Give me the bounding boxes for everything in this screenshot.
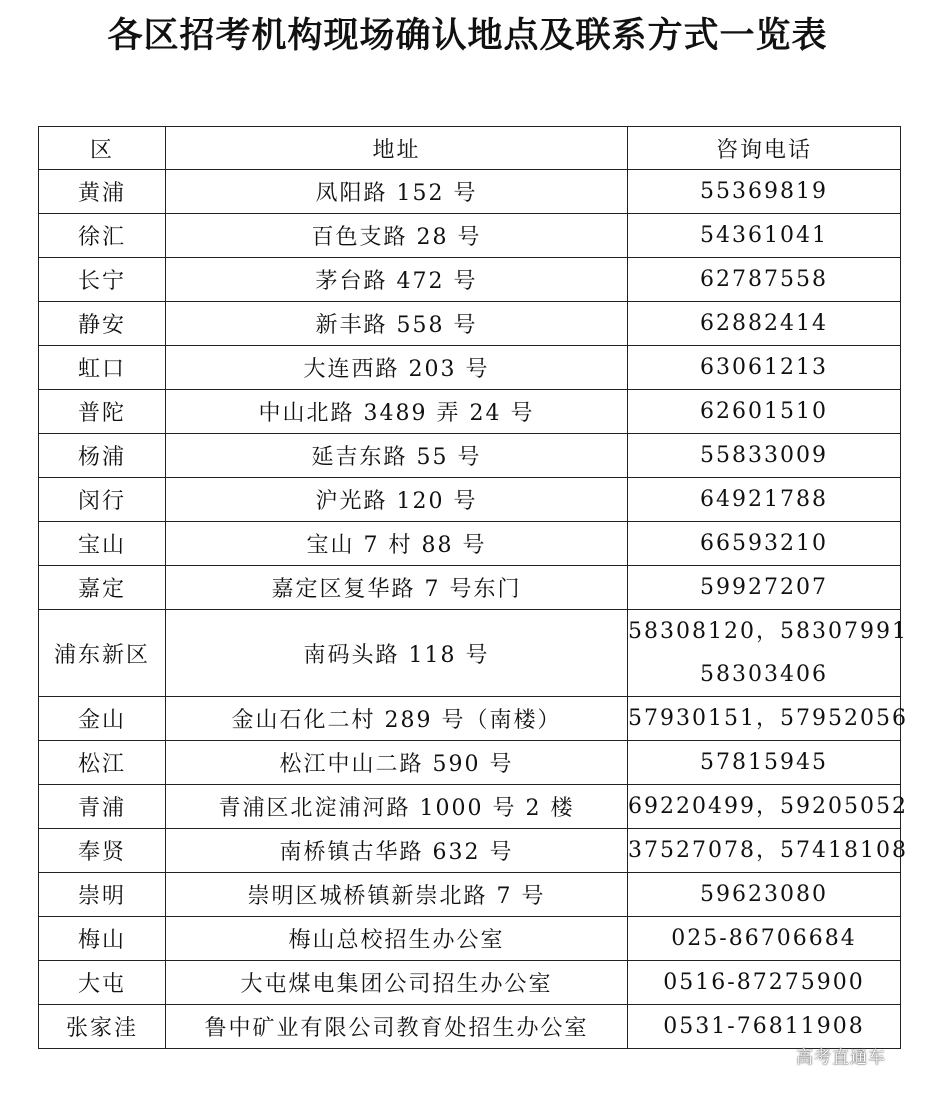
district-cell: 梅山 [39,917,166,961]
phone-cell [628,390,901,434]
table-row [39,302,901,346]
phone-number: 55833009 [700,443,828,468]
phone-number: 0516-87275900 [663,970,865,995]
table-row [39,346,901,390]
address-cell: 宝山 7 村 88 号 [166,522,628,566]
address-cell: 沪光路 120 号 [166,478,628,522]
phone-cell [628,1005,901,1049]
address-cell: 大连西路 203 号 [166,346,628,390]
phone-cell [628,302,901,346]
district-cell: 奉贤 [39,829,166,873]
table-row [39,697,901,741]
district-cell: 黄浦 [39,170,166,214]
phone-number: 59927207 [700,575,828,600]
document-title: 各区招考机构现场确认地点及联系方式一览表 [107,16,828,56]
table-row [39,258,901,302]
table-body [39,170,908,1049]
district-cell: 金山 [39,697,166,741]
phone-cell [628,697,908,741]
address-cell: 鲁中矿业有限公司教育处招生办公室 [166,1005,628,1049]
district-cell: 杨浦 [39,434,166,478]
table-header-row [39,127,901,170]
address-cell: 凤阳路 152 号 [166,170,628,214]
address-cell: 青浦区北淀浦河路 1000 号 2 楼 [166,785,628,829]
phone-number: 55369819 [700,179,828,204]
header-address: 地址 [166,127,628,170]
phone-number: 64921788 [700,487,828,512]
address-cell: 松江中山二路 590 号 [166,741,628,785]
table-row [39,566,901,610]
phone-number: 59623080 [700,882,828,907]
address-cell: 中山北路 3489 弄 24 号 [166,390,628,434]
address-cell: 嘉定区复华路 7 号东门 [166,566,628,610]
address-cell: 大屯煤电集团公司招生办公室 [166,961,628,1005]
phone-cell [628,522,901,566]
phone-cell [628,434,901,478]
district-cell: 青浦 [39,785,166,829]
address-cell: 延吉东路 55 号 [166,434,628,478]
phone-cell [628,346,901,390]
phone-cell [628,214,901,258]
district-cell: 长宁 [39,258,166,302]
table-row [39,741,901,785]
table-row [39,522,901,566]
watermark-text: 高考直通车 [796,1048,886,1068]
address-cell: 百色支路 28 号 [166,214,628,258]
phone-cell [628,258,901,302]
table-row [39,390,901,434]
district-cell: 嘉定 [39,566,166,610]
table-row [39,214,901,258]
phone-cell [628,829,908,873]
phone-cell [628,610,908,697]
phone-cell [628,741,901,785]
phone-cell [628,785,908,829]
address-cell: 梅山总校招生办公室 [166,917,628,961]
table-row [39,1005,901,1049]
address-cell: 南码头路 118 号 [166,610,628,697]
district-cell: 张家洼 [39,1005,166,1049]
table-row [39,434,901,478]
phone-number: 57930151，57952056 [628,706,908,731]
district-cell: 普陀 [39,390,166,434]
header-district: 区 [39,127,166,170]
phone-cell [628,917,901,961]
phone-number: 62601510 [700,399,828,424]
district-cell: 大屯 [39,961,166,1005]
phone-number: 58308120，58307991 [628,619,908,644]
district-cell: 松江 [39,741,166,785]
phone-cell [628,566,901,610]
phone-cell [628,170,901,214]
phone-number: 0531-76811908 [663,1014,865,1039]
phone-number: 62787558 [700,267,828,292]
district-cell: 崇明 [39,873,166,917]
phone-number: 025-86706684 [671,926,857,951]
header-phone: 咨询电话 [628,127,901,170]
phone-number: 58303406 [700,662,828,687]
phone-number: 37527078，57418108 [628,838,908,863]
address-cell: 南桥镇古华路 632 号 [166,829,628,873]
district-cell: 宝山 [39,522,166,566]
phone-cell [628,478,901,522]
phone-cell [628,873,901,917]
district-cell: 静安 [39,302,166,346]
phone-cell [628,961,901,1005]
table-row [39,917,901,961]
address-cell: 新丰路 558 号 [166,302,628,346]
district-cell: 闵行 [39,478,166,522]
phone-number: 62882414 [700,311,828,336]
table-row [39,478,901,522]
phone-number: 54361041 [700,223,828,248]
phone-number: 63061213 [700,355,828,380]
table-row [39,785,901,829]
phone-number: 69220499，59205052 [628,794,908,819]
table-row [39,829,901,873]
address-cell: 茅台路 472 号 [166,258,628,302]
table-row [39,961,901,1005]
table-row [39,610,901,697]
district-cell: 虹口 [39,346,166,390]
phone-number: 66593210 [700,531,828,556]
contact-table [38,126,908,1049]
table-row [39,170,901,214]
district-cell: 徐汇 [39,214,166,258]
phone-number: 57815945 [700,750,828,775]
address-cell: 崇明区城桥镇新崇北路 7 号 [166,873,628,917]
address-cell: 金山石化二村 289 号（南楼） [166,697,628,741]
district-cell: 浦东新区 [39,610,166,697]
table-row [39,873,901,917]
